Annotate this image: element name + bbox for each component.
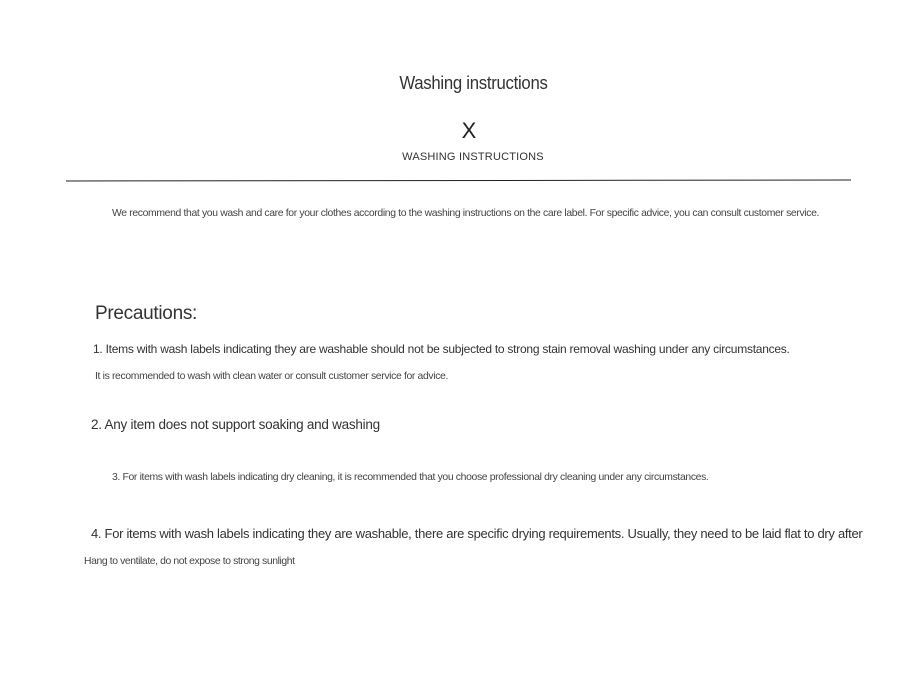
precaution-item-4: 4. For items with wash labels indicating they are washable, there are specific drying requirements. Usually, they need to be laid flat to dry after: [91, 526, 863, 541]
precaution-item-4-note: Hang to ventilate, do not expose to strong sunlight: [84, 556, 295, 567]
precaution-item-3: 3. For items with wash labels indicating dry cleaning, it is recommended that you choose professional dry cleaning under any circumstances.: [112, 472, 709, 483]
page-subtitle: WASHING INSTRUCTIONS: [402, 151, 544, 163]
precaution-item-2: 2. Any item does not support soaking and washing: [91, 417, 380, 432]
intro-paragraph: We recommend that you wash and care for your clothes according to the washing instructions on the care label. For specific advice, you can consult customer service.: [112, 208, 820, 219]
x-mark: X: [461, 118, 477, 143]
precaution-item-1: 1. Items with wash labels indicating they are washable should not be subjected to strong stain removal washing under any circumstances.: [93, 342, 790, 356]
precautions-heading: Precautions:: [95, 303, 198, 324]
divider-line: [66, 180, 851, 182]
precaution-item-1-note: It is recommended to wash with clean water or consult customer service for advice.: [95, 371, 449, 382]
page-title: Washing instructions: [399, 73, 548, 93]
